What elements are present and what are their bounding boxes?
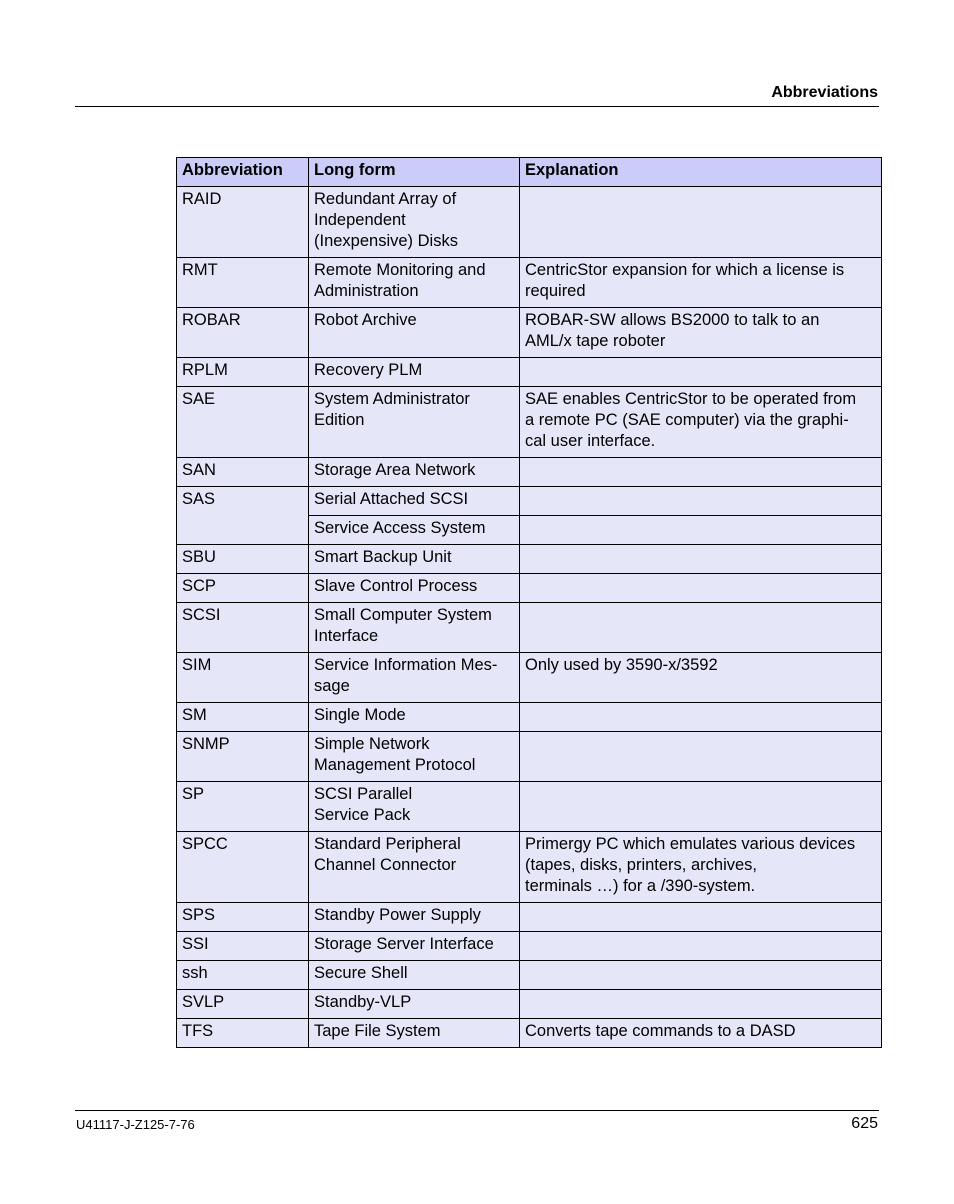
long-form-cell [309, 574, 520, 603]
table-row [177, 703, 882, 732]
explanation-line: Only used by 3590-x/3592 [525, 656, 718, 674]
table-row [177, 832, 882, 903]
long-form-line: Remote Monitoring and [314, 261, 486, 279]
long-form-cell [309, 187, 520, 258]
long-form-line: Secure Shell [314, 964, 408, 982]
abbreviation-cell: SM [177, 703, 309, 732]
table-row [177, 187, 882, 258]
long-form-line: Storage Server Interface [314, 935, 494, 953]
abbreviation-cell: RMT [177, 258, 309, 308]
long-form-line: (Inexpensive) Disks [314, 232, 458, 250]
long-form-cell [309, 903, 520, 932]
table-row [177, 1019, 882, 1048]
explanation-cell [520, 487, 882, 516]
long-form-line: Management Protocol [314, 756, 476, 774]
table-row [177, 258, 882, 308]
explanation-cell [520, 653, 882, 703]
long-form-line: Smart Backup Unit [314, 548, 452, 566]
long-form-cell [309, 990, 520, 1019]
long-form-cell [309, 358, 520, 387]
explanation-line: CentricStor expansion for which a license is [525, 261, 845, 279]
explanation-cell [520, 358, 882, 387]
abbreviation-cell: SCSI [177, 603, 309, 653]
abbreviation-cell: SAN [177, 458, 309, 487]
long-form-line: sage [314, 677, 350, 695]
abbreviation-cell: SAS [177, 487, 309, 545]
explanation-line: AML/x tape roboter [525, 332, 666, 350]
long-form-line: Administration [314, 282, 419, 300]
long-form-line: Serial Attached SCSI [314, 490, 469, 508]
table-row [177, 358, 882, 387]
long-form-cell [309, 832, 520, 903]
column-header-abbreviation: Abbreviation [177, 158, 309, 187]
explanation-cell [520, 832, 882, 903]
long-form-cell [309, 732, 520, 782]
explanation-line: a remote PC (SAE computer) via the graphi- [525, 411, 849, 429]
abbreviation-cell: SVLP [177, 990, 309, 1019]
table-row [177, 932, 882, 961]
explanation-cell [520, 903, 882, 932]
explanation-cell [520, 545, 882, 574]
long-form-line: Storage Area Network [314, 461, 476, 479]
long-form-line: System Administrator [314, 390, 470, 408]
long-form-cell [309, 1019, 520, 1048]
long-form-cell [309, 782, 520, 832]
header-divider [75, 106, 879, 107]
explanation-cell [520, 703, 882, 732]
table-row [177, 387, 882, 458]
explanation-cell [520, 258, 882, 308]
table-row [177, 653, 882, 703]
long-form-line: Single Mode [314, 706, 406, 724]
explanation-cell [520, 932, 882, 961]
long-form-cell [309, 961, 520, 990]
explanation-cell [520, 603, 882, 653]
explanation-cell [520, 458, 882, 487]
long-form-line: Service Access System [314, 519, 486, 537]
explanation-cell [520, 516, 882, 545]
long-form-line: SCSI Parallel [314, 785, 413, 803]
column-header-long-form: Long form [309, 158, 520, 187]
abbreviation-cell: SAE [177, 387, 309, 458]
long-form-line: Slave Control Process [314, 577, 478, 595]
explanation-line: ROBAR-SW allows BS2000 to talk to an [525, 311, 820, 329]
long-form-line: Recovery PLM [314, 361, 423, 379]
long-form-line: Standby-VLP [314, 993, 412, 1011]
table-row [177, 903, 882, 932]
abbreviation-cell: SCP [177, 574, 309, 603]
table-row [177, 545, 882, 574]
table-row [177, 603, 882, 653]
long-form-cell [309, 703, 520, 732]
long-form-line: Edition [314, 411, 365, 429]
table-header-row [177, 158, 882, 187]
abbreviations-table [176, 157, 882, 1048]
explanation-line: terminals …) for a /390-system. [525, 877, 756, 895]
column-header-explanation: Explanation [520, 158, 882, 187]
abbreviation-cell: SPS [177, 903, 309, 932]
long-form-line: Standby Power Supply [314, 906, 481, 924]
explanation-cell [520, 1019, 882, 1048]
table-row [177, 574, 882, 603]
explanation-line: (tapes, disks, printers, archives, [525, 856, 757, 874]
explanation-cell [520, 187, 882, 258]
abbreviation-cell: SPCC [177, 832, 309, 903]
abbreviation-cell: SNMP [177, 732, 309, 782]
explanation-cell [520, 782, 882, 832]
explanation-cell [520, 308, 882, 358]
footer-document-id: U41117-J-Z125-7-76 [76, 1117, 195, 1132]
long-form-cell [309, 653, 520, 703]
long-form-line: Service Pack [314, 806, 411, 824]
explanation-line: cal user interface. [525, 432, 656, 450]
explanation-cell [520, 574, 882, 603]
table-row [177, 487, 882, 516]
abbreviation-cell: ROBAR [177, 308, 309, 358]
footer-divider [75, 1110, 879, 1111]
long-form-cell [309, 545, 520, 574]
long-form-cell [309, 487, 520, 516]
long-form-cell [309, 308, 520, 358]
long-form-line: Independent [314, 211, 406, 229]
long-form-cell [309, 603, 520, 653]
abbreviation-cell: ssh [177, 961, 309, 990]
long-form-line: Service Information Mes- [314, 656, 498, 674]
table-row [177, 961, 882, 990]
footer-page-number: 625 [851, 1115, 878, 1132]
abbreviation-cell: SP [177, 782, 309, 832]
abbreviation-cell: RAID [177, 187, 309, 258]
explanation-cell [520, 990, 882, 1019]
long-form-line: Channel Connector [314, 856, 457, 874]
table-row [177, 990, 882, 1019]
long-form-line: Redundant Array of [314, 190, 457, 208]
table-row [177, 308, 882, 358]
long-form-line: Interface [314, 627, 379, 645]
table-row [177, 782, 882, 832]
explanation-line: required [525, 282, 586, 300]
long-form-cell [309, 258, 520, 308]
explanation-line: Converts tape commands to a DASD [525, 1022, 796, 1040]
long-form-cell [309, 516, 520, 545]
explanation-line: SAE enables CentricStor to be operated from [525, 390, 857, 408]
long-form-line: Simple Network [314, 735, 430, 753]
abbreviation-cell: SIM [177, 653, 309, 703]
abbreviation-cell: SSI [177, 932, 309, 961]
explanation-line: Primergy PC which emulates various devices [525, 835, 856, 853]
long-form-cell [309, 387, 520, 458]
explanation-cell [520, 732, 882, 782]
page-header-title: Abbreviations [771, 84, 878, 101]
table-row [177, 458, 882, 487]
explanation-cell [520, 387, 882, 458]
abbreviation-cell: SBU [177, 545, 309, 574]
long-form-line: Tape File System [314, 1022, 441, 1040]
table-row [177, 732, 882, 782]
explanation-cell [520, 961, 882, 990]
long-form-cell [309, 458, 520, 487]
long-form-line: Standard Peripheral [314, 835, 461, 853]
long-form-line: Robot Archive [314, 311, 417, 329]
long-form-cell [309, 932, 520, 961]
abbreviation-cell: TFS [177, 1019, 309, 1048]
abbreviation-cell: RPLM [177, 358, 309, 387]
long-form-line: Small Computer System [314, 606, 492, 624]
